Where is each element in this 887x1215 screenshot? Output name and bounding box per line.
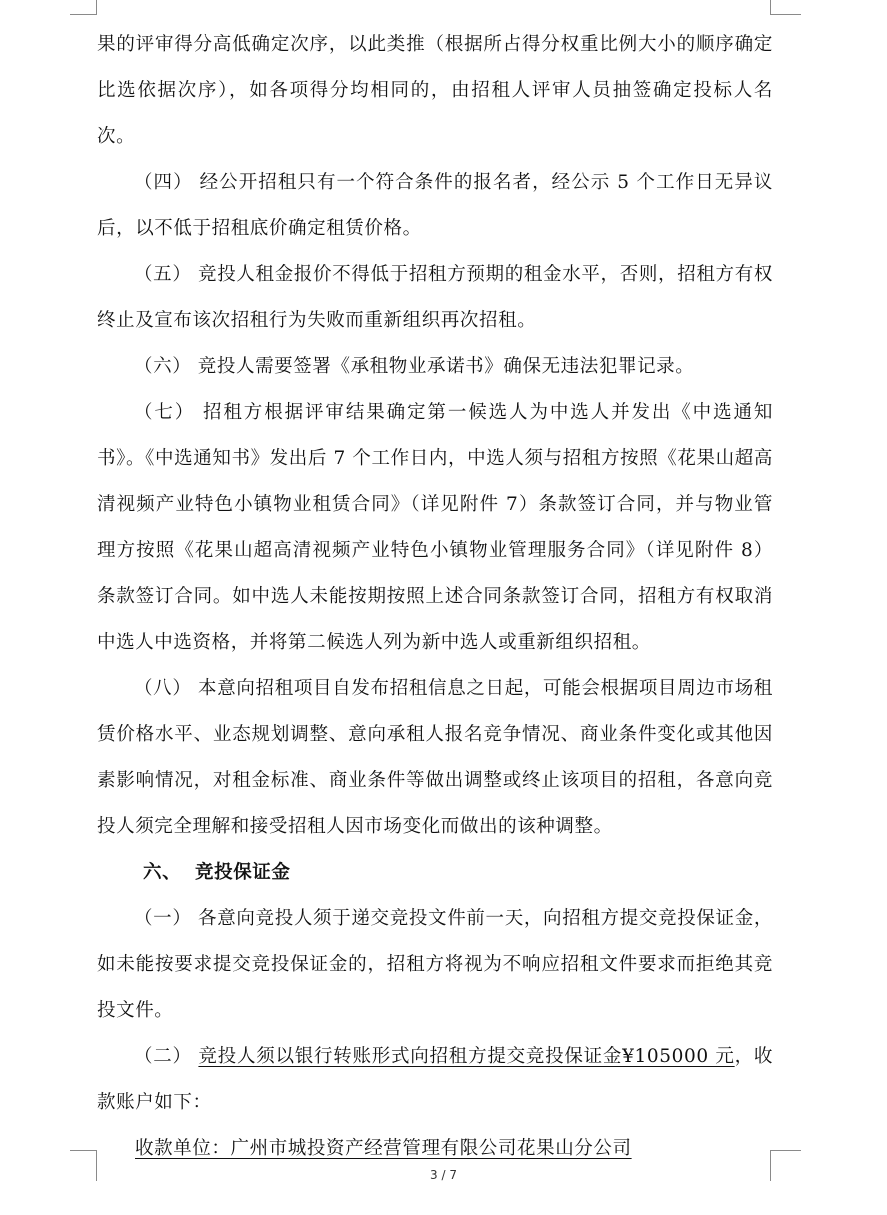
payee-text: 收款单位：广州市城投资产经营管理有限公司花果山分公司 — [135, 1138, 632, 1159]
page-number: 3 / 7 — [430, 1168, 457, 1182]
section-number: 六、 — [143, 862, 182, 883]
paragraph-item-5: （五） 竞投人租金报价不得低于招租方预期的租金水平，否则，招租方有权终止及宣布该次招租行为失败而重新组织再次招租。 — [97, 264, 773, 331]
paragraph-item-8: （八） 本意向招租项目自发布招租信息之日起，可能会根据项目周边市场租赁价格水平、业态规划调整、意向承租人报名竞争情况、商业条件变化或其他因素影响情况，对租金标准、商业条件等做出调整或终止该项目的招租，各意向竞投人须完全理解和接受招租人因市场变化而做出的该种调整。 — [97, 678, 773, 837]
payee-line — [97, 1126, 773, 1172]
document-body — [97, 22, 773, 1172]
crop-mark-top-right — [770, 0, 801, 15]
deposit-paragraph-2-label: （二） — [134, 1046, 199, 1067]
deposit-paragraph-2 — [97, 1034, 773, 1126]
deposit-paragraph-1: （一） 各意向竞投人须于递交竞投文件前一天，向招租方提交竞投保证金，如未能按要求提交竞投保证金的，招租方将视为不响应招租文件要求而拒绝其竞投文件。 — [97, 908, 773, 1021]
section-title: 竞投保证金 — [195, 862, 291, 883]
crop-mark-top-left — [70, 0, 97, 15]
paragraph-item-7: （七） 招租方根据评审结果确定第一候选人为中选人并发出《中选通知书》。《中选通知书》发出后 7 个工作日内，中选人须与招租方按照《花果山超高清视频产业特色小镇物业租赁合同》（详见附件 7）条款签订合同，并与物业管理方按照《花果山超高清视频产业特色小镇物业管理服务合同》（详见附件 8）条款签订合同。如中选人未能按期按照上述合同条款签订合同，招租方有权取消中选人中选资格，并将第二候选人列为新中选人或重新组织招租。 — [97, 402, 773, 653]
deposit-paragraph-2-rest: ，收款账户如下： — [97, 1046, 774, 1113]
paragraph-continuation: 果的评审得分高低确定次序，以此类推（根据所占得分权重比例大小的顺序确定比选依据次序），如各项得分均相同的，由招租人评审人员抽签确定投标人名次。 — [97, 34, 773, 147]
deposit-amount-underlined: 竞投人须以银行转账形式向招租方提交竞投保证金¥105000 元 — [198, 1046, 735, 1067]
section-heading — [97, 850, 773, 896]
paragraph-item-6: （六） 竞投人需要签署《承租物业承诺书》确保无违法犯罪记录。 — [134, 356, 695, 377]
paragraph-item-4: （四） 经公开招租只有一个符合条件的报名者，经公示 5 个工作日无异议后，以不低于招租底价确定租赁价格。 — [97, 172, 773, 239]
